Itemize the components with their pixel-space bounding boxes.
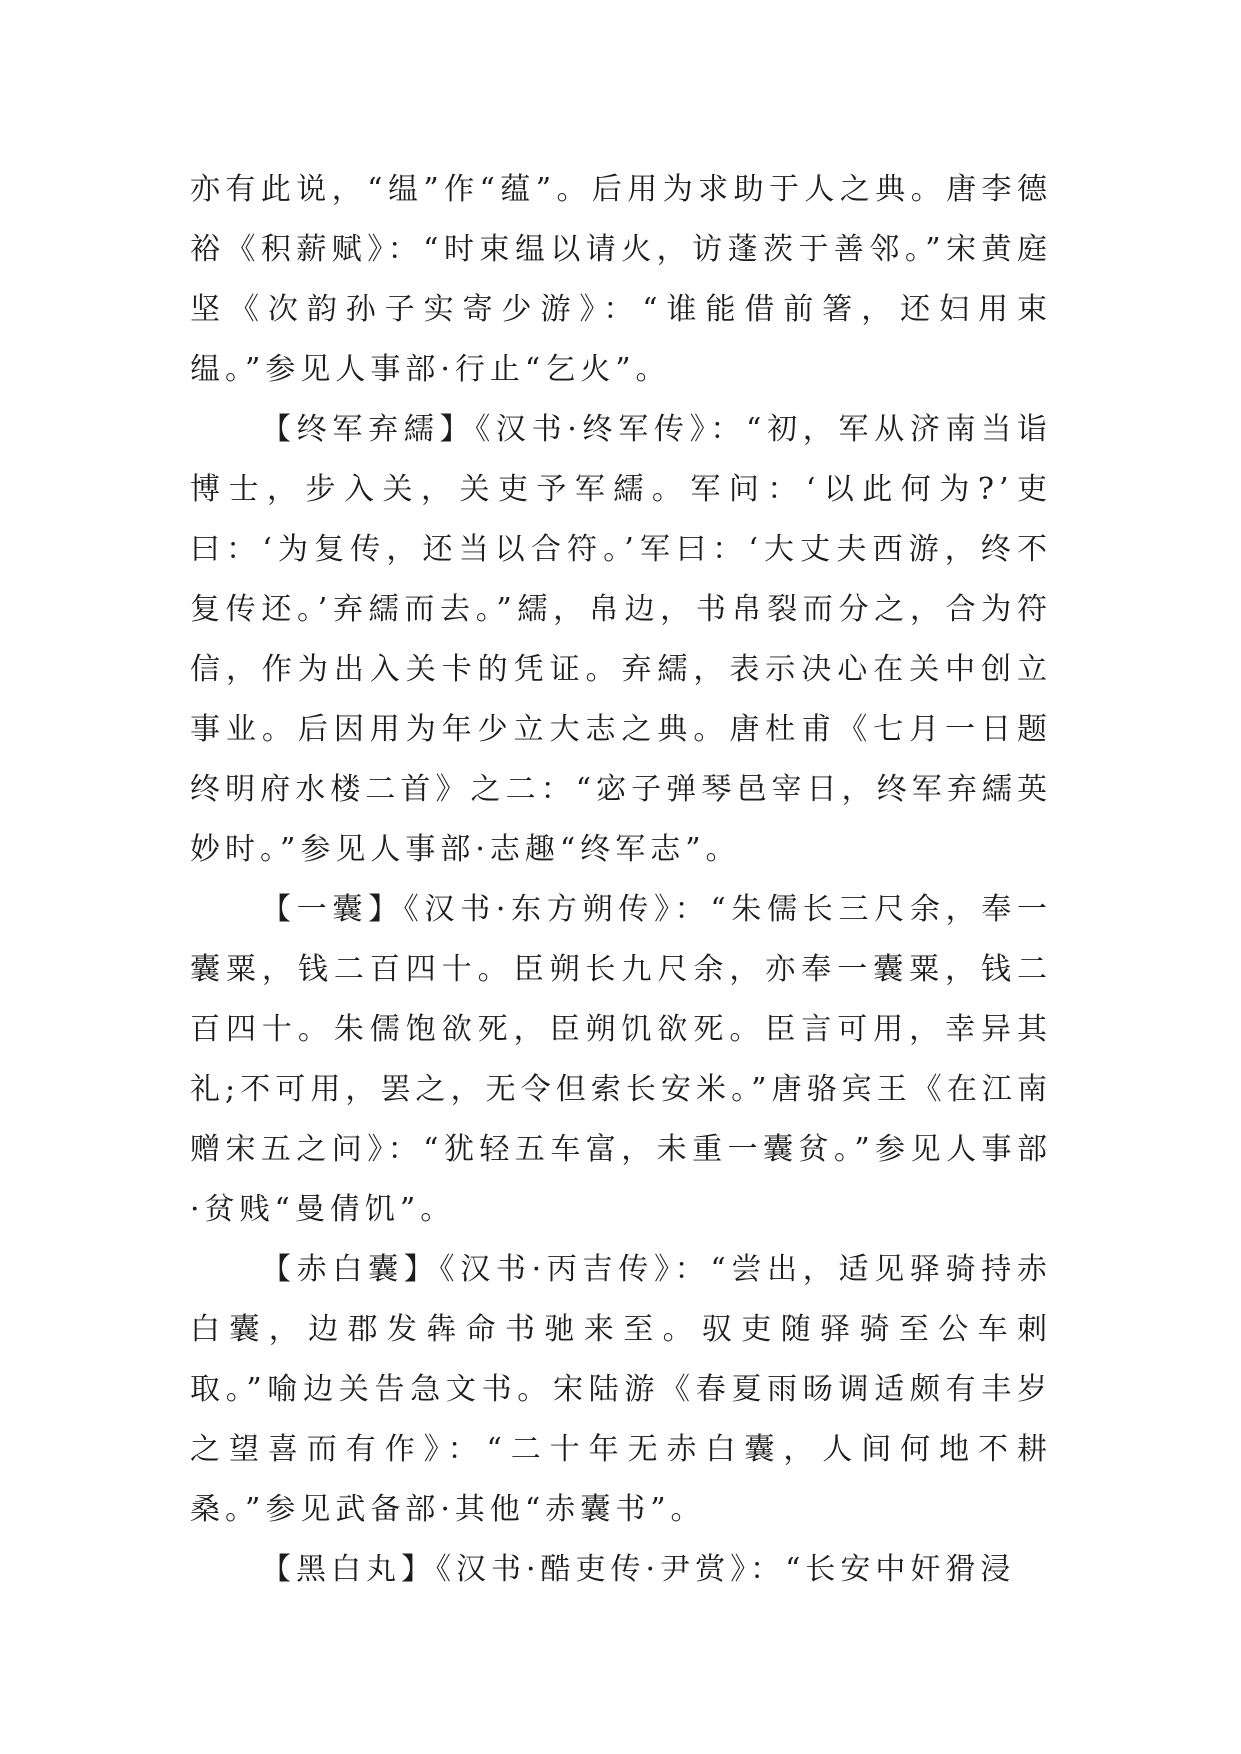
paragraph-zhongjun-qixu: 【终军弃繻】《汉书·终军传》：“初，军从济南当诣博士，步入关，关吏予军繻。军问：‘以此何为?’吏曰：‘为复传，还当以合符。’军曰：‘大丈夫西游，终不复传还。’弃繻而去。”繻，帛边，书帛裂而分之，合为符信，作为出入关卡的凭证。弃繻，表示决心在关中创立事业。后因用为年少立大志之典。唐杜甫《七月一日题终明府水楼二首》之二：“宓子弹琴邑宰日，终军弃繻英妙时。”参见人事部·志趣“终军志”。 [190, 412, 1052, 867]
paragraph-chi-bai-nang: 【赤白囊】《汉书·丙吉传》：“尝出，适见驿骑持赤白囊，边郡发犇命书驰来至。驭吏随驿骑至公车刺取。”喻边关告急文书。宋陆游《春夏雨旸调适颇有丰岁之望喜而有作》：“二十年无赤白囊，人间何地不耕桑。”参见武备部·其他“赤囊书”。 [190, 1252, 1052, 1527]
paragraph-hei-bai-wan: 【黑白丸】《汉书·酷吏传·尹赏》：“长安中奸猾浸 [261, 1552, 1016, 1587]
paragraph-continuation: 亦有此说，“缊”作“蕴”。后用为求助于人之典。唐李德裕《积薪赋》：“时束缊以请火，访蓬茨于善邻。”宋黄庭坚《次韵孙子实寄少游》：“谁能借前箸，还妇用束缊。”参见人事部·行止“乞火”。 [190, 172, 1052, 387]
document-page [190, 160, 1052, 1600]
paragraph-yi-nang: 【一囊】《汉书·东方朔传》：“朱儒长三尺余，奉一囊粟，钱二百四十。臣朔长九尺余，亦奉一囊粟，钱二百四十。朱儒饱欲死，臣朔饥欲死。臣言可用，幸异其礼;不可用，罢之，无令但索长安米。”唐骆宾王《在江南赠宋五之问》：“犹轻五车富，未重一囊贫。”参见人事部·贫贱“曼倩饥”。 [190, 892, 1052, 1227]
